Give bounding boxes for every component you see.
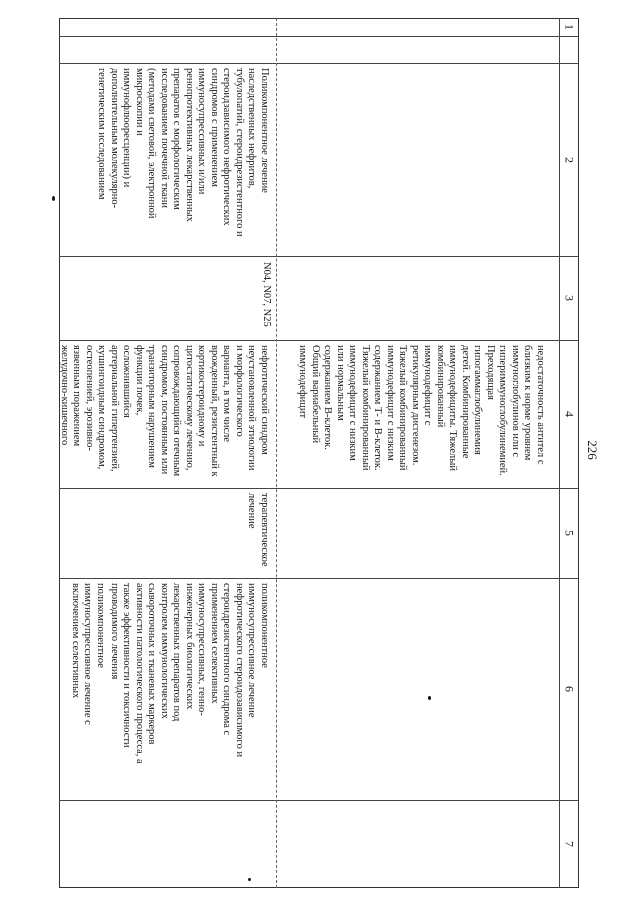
column-border: [59, 340, 579, 341]
column-number-2: 2: [562, 157, 577, 163]
column-number-1: 1: [562, 24, 577, 30]
text-line: синдромом, постоянным или: [159, 345, 170, 475]
text-line: близким к норме уровнем: [522, 345, 534, 461]
text-line: активности патологического процесса, а: [134, 583, 145, 764]
text-line: также эффективности и токсичности: [121, 583, 133, 748]
text-line: поликомпонентное: [259, 583, 270, 668]
text-line: поликомпонентное: [95, 583, 106, 668]
text-line: контролем иммунологических: [159, 583, 170, 719]
prev-row-col4-text: [296, 345, 546, 476]
text-line: иммунодефицит с низким: [385, 345, 396, 461]
text-line: иммуносупрессивных, генно-: [196, 583, 208, 716]
text-line: недостаточность антител с: [535, 345, 546, 465]
text-line: язвенным поражением: [71, 345, 83, 447]
text-line: сопровождающийся отечным: [171, 345, 183, 477]
text-line: иммуносупрессивное лечение: [246, 583, 258, 718]
text-line: иммунодефициты. Тяжелый: [447, 345, 459, 471]
text-line: неустановленной этиологии: [246, 345, 258, 471]
text-line: нефротического стероидозависимого и: [234, 583, 245, 758]
row-col2-text: [95, 68, 270, 237]
text-line: врожденный, резистентный к: [209, 345, 220, 477]
text-line: Поликомпонентное лечение: [259, 68, 270, 193]
column-border: [59, 36, 579, 37]
column-number-6: 6: [562, 686, 577, 692]
text-line: транзиторным нарушением: [146, 345, 158, 468]
text-line: проводимого лечения: [109, 583, 120, 680]
text-line: синдромов с применением: [209, 68, 220, 187]
text-line: дополнительным молекулярно-: [109, 68, 120, 209]
text-line: включением селективных: [70, 583, 81, 699]
text-line: артериальной гипертензией,: [109, 345, 120, 472]
text-line: иммуносупрессивное лечение с: [82, 583, 94, 725]
text-line: цитостатическому лечению,: [184, 345, 195, 471]
column-border: [59, 63, 579, 64]
row-border: [276, 18, 277, 888]
row-col6-text: [108, 583, 271, 764]
text-line: (методами световой, электронной: [146, 68, 158, 219]
row-col3-codes: N04, N07, N25: [261, 262, 272, 327]
text-line: остеопенией, эрозивно-: [84, 345, 95, 451]
header-row-border: [559, 18, 560, 888]
text-line: инженерных биологических: [184, 583, 195, 710]
text-line: препаратов с морфологическим: [171, 68, 183, 210]
text-line: наследственных нефритов,: [246, 68, 258, 189]
text-line: стероидзависимого нефротических: [221, 68, 233, 226]
text-line: применением селективных: [209, 583, 220, 704]
text-line: лекарственных препаратов под: [171, 583, 183, 722]
scan-speck: [52, 196, 55, 201]
text-line: содержанием Т- и В-клеток.: [372, 345, 384, 471]
text-line: иммунофлюоресценции) и: [121, 68, 133, 188]
text-line: комбинированный: [435, 345, 446, 428]
column-border: [59, 800, 579, 801]
text-line: терапевтическое: [259, 493, 270, 567]
text-line: гипогаммаглобулинемия: [472, 345, 484, 455]
text-line: иммунодефицит: [297, 345, 309, 419]
text-line: и морфологического: [234, 345, 245, 437]
column-border: [59, 578, 579, 579]
text-line: стероидрезистентного синдрома с: [221, 583, 233, 736]
text-line: Тяжелый комбинированный: [397, 345, 409, 471]
text-line: тубулопатий, стероидрезистентного и: [234, 68, 245, 237]
text-line: иммунодефицит с: [422, 345, 434, 426]
text-line: варианта, в том числе: [221, 345, 233, 443]
text-line: ретикулярным дисгенезом.: [410, 345, 421, 466]
text-line: Преходящая: [485, 345, 496, 400]
text-line: функции почек,: [134, 345, 145, 416]
text-line: гипериммуноглобулинемией.: [497, 345, 509, 476]
text-line: кушингоидным синдромом,: [96, 345, 108, 470]
column-number-4: 4: [562, 411, 577, 417]
text-line: иммунодефицит с низким: [347, 345, 359, 461]
text-line: иммуноглобулинов или с: [510, 345, 521, 458]
text-line: микроскопии и: [134, 68, 145, 136]
row-col6-second-text: [69, 583, 107, 725]
text-line: лечение: [246, 493, 258, 529]
text-line: кортикостероидному и: [196, 345, 208, 447]
text-line: Общий вариабельный: [310, 345, 321, 444]
text-line: содержанием В-клеток.: [322, 345, 334, 450]
text-line: генетическим исследованием: [96, 68, 108, 200]
text-line: детей. Комбинированные: [460, 345, 471, 459]
text-line: ренопротективных лекарственных: [184, 68, 195, 222]
page-number: 226: [585, 440, 600, 460]
column-number-5: 5: [562, 530, 577, 536]
row-col4-text: [58, 345, 271, 477]
scan-speck: [248, 878, 251, 881]
text-line: иммуносупрессивных и/или: [196, 68, 208, 195]
text-line: Тяжелый комбинированный: [360, 345, 371, 471]
column-number-7: 7: [562, 841, 577, 847]
text-line: исследованием почечной ткани: [159, 68, 170, 209]
text-line: осложнившийся: [121, 345, 133, 418]
text-line: нефротический синдром: [259, 345, 270, 455]
text-line: желудочно-кишечного: [59, 345, 70, 446]
column-border: [59, 488, 579, 489]
column-border: [59, 256, 579, 257]
scan-speck: [428, 696, 431, 700]
text-line: сывороточных и тканевых маркеров: [146, 583, 158, 745]
row-col5-text: [245, 493, 270, 567]
column-number-3: 3: [562, 295, 577, 301]
text-line: или нормальным: [335, 345, 346, 421]
